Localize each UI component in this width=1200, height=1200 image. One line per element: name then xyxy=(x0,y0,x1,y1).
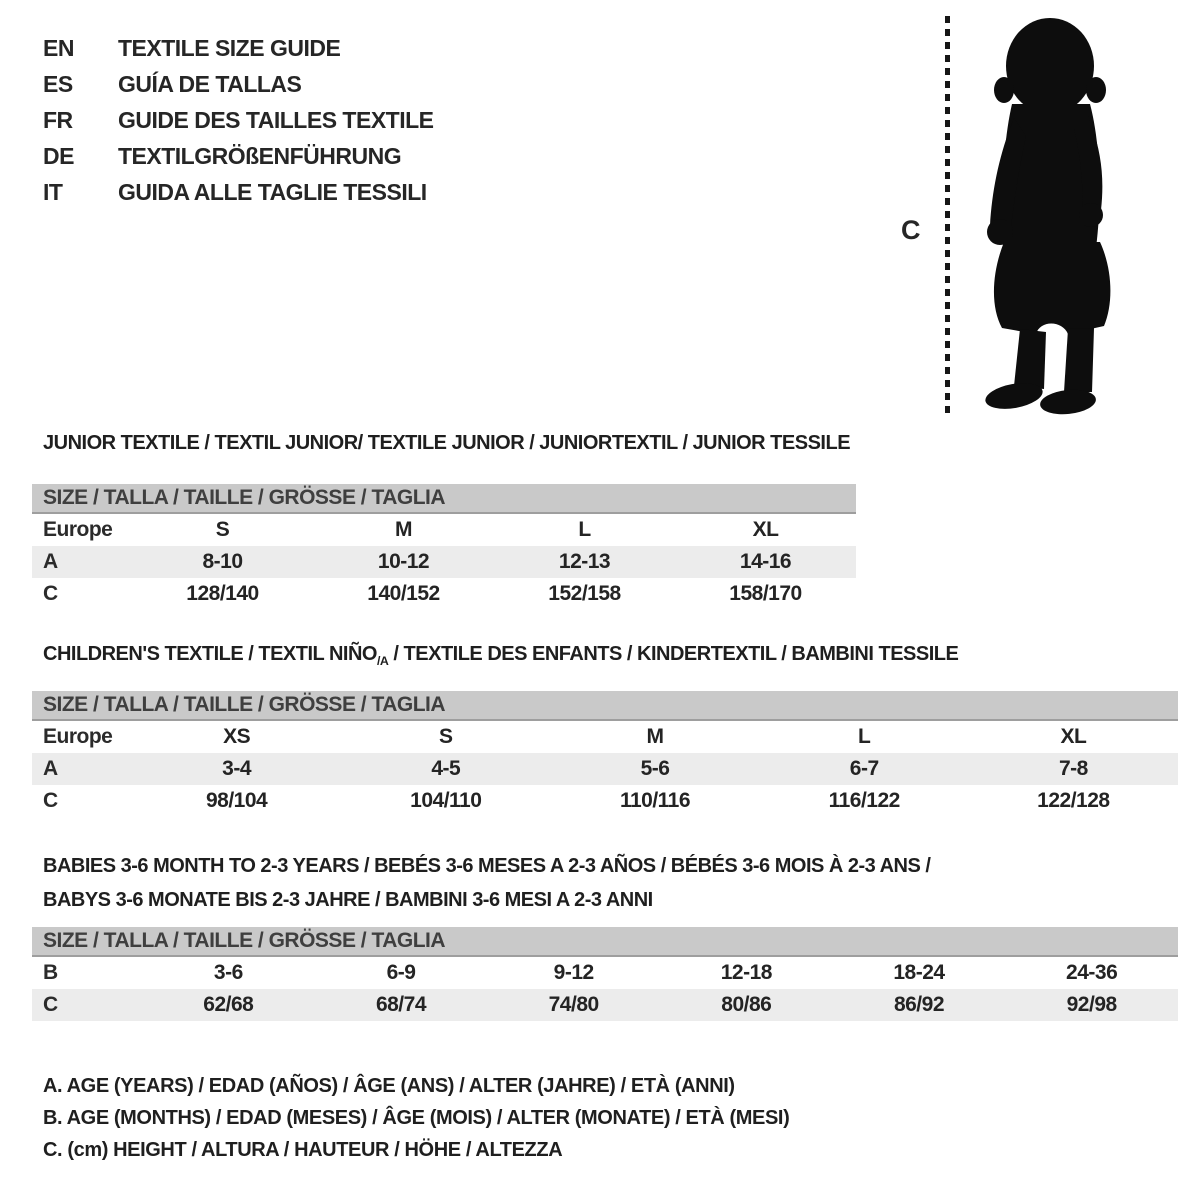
children-title-subscript: /A xyxy=(376,654,389,668)
language-code: DE xyxy=(43,142,74,169)
junior-size-table xyxy=(32,484,856,610)
value-cell: 6-7 xyxy=(849,757,879,780)
language-row-fr xyxy=(43,102,434,138)
language-title: TEXTILE SIZE GUIDE xyxy=(118,34,341,61)
language-header xyxy=(43,30,434,210)
value-cell: 7-8 xyxy=(1058,757,1088,780)
language-code: IT xyxy=(43,178,63,205)
size-cell: XL xyxy=(752,518,779,541)
language-code: FR xyxy=(43,106,73,133)
height-row xyxy=(32,578,856,610)
row-label: A xyxy=(43,757,58,780)
value-cell: 3-4 xyxy=(222,757,252,780)
size-cell: XL xyxy=(1060,725,1087,748)
value-cell: 6-9 xyxy=(386,961,416,984)
row-label: B xyxy=(43,961,58,984)
value-cell: 152/158 xyxy=(548,582,621,605)
value-cell: 10-12 xyxy=(377,550,430,573)
size-cell: S xyxy=(439,725,453,748)
value-cell: 68/74 xyxy=(375,993,427,1016)
table-header-bar: SIZE / TALLA / TAILLE / GRÖSSE / TAGLIA xyxy=(32,484,856,514)
legend-note-c: C. (cm) HEIGHT / ALTURA / HAUTEUR / HÖHE / ALTEZZA xyxy=(43,1139,563,1161)
language-row-de xyxy=(43,138,434,174)
value-cell: 8-10 xyxy=(202,550,243,573)
babies-section-title xyxy=(43,849,930,917)
children-section-title xyxy=(43,643,958,668)
table-header-bar: SIZE / TALLA / TAILLE / GRÖSSE / TAGLIA xyxy=(32,927,1178,957)
row-label: C xyxy=(43,789,58,812)
value-cell: 12-13 xyxy=(558,550,611,573)
value-cell: 62/68 xyxy=(203,993,254,1016)
size-row xyxy=(32,721,1178,753)
value-cell: 140/152 xyxy=(367,582,440,605)
children-title-pre: CHILDREN'S TEXTILE / TEXTIL NIÑO xyxy=(43,643,377,665)
value-cell: 104/110 xyxy=(410,789,482,812)
value-cell: 86/92 xyxy=(893,993,945,1016)
value-cell: 116/122 xyxy=(828,789,900,812)
toddler-silhouette-image xyxy=(962,14,1142,419)
legend-note-a: A. AGE (YEARS) / EDAD (AÑOS) / ÂGE (ANS) / ALTER (JAHRE) / ETÀ (ANNI) xyxy=(43,1075,735,1097)
months-row xyxy=(32,957,1178,989)
age-row xyxy=(32,546,856,578)
language-row-en xyxy=(43,30,434,66)
children-title-post: / TEXTILE DES ENFANTS / KINDERTEXTIL / BAMBINI TESSILE xyxy=(388,643,959,665)
size-cell: L xyxy=(858,725,871,748)
value-cell: 122/128 xyxy=(1037,789,1110,812)
table-rows xyxy=(32,514,856,610)
height-row xyxy=(32,989,1178,1021)
size-cell: M xyxy=(646,725,664,748)
age-row xyxy=(32,753,1178,785)
language-code: EN xyxy=(43,34,74,61)
size-cell: M xyxy=(395,518,412,541)
size-row xyxy=(32,514,856,546)
size-cell: S xyxy=(215,518,230,541)
row-label: A xyxy=(43,550,58,573)
language-title: GUIDA ALLE TAGLIE TESSILI xyxy=(118,178,427,205)
language-title: TEXTILGRÖßENFÜHRUNG xyxy=(118,142,402,169)
row-label: Europe xyxy=(43,725,113,748)
babies-title-line-1: BABIES 3-6 MONTH TO 2-3 YEARS / BEBÉS 3-6 MESES A 2-3 AÑOS / BÉBÉS 3-6 MOIS À 2-3 ANS / xyxy=(43,855,931,877)
language-title: GUÍA DE TALLAS xyxy=(118,70,302,97)
legend-note-b: B. AGE (MONTHS) / EDAD (MESES) / ÂGE (MOIS) / ALTER (MONATE) / ETÀ (MESI) xyxy=(43,1107,790,1129)
value-cell: 158/170 xyxy=(729,582,802,605)
value-cell: 12-18 xyxy=(720,961,772,984)
height-row xyxy=(32,785,1178,817)
language-title: GUIDE DES TAILLES TEXTILE xyxy=(118,106,434,133)
row-label: C xyxy=(43,993,58,1016)
value-cell: 128/140 xyxy=(186,582,259,605)
height-measure-dashed-line xyxy=(945,16,950,416)
value-cell: 110/116 xyxy=(619,789,691,812)
value-cell: 18-24 xyxy=(893,961,945,984)
value-cell: 24-36 xyxy=(1066,961,1118,984)
row-label: Europe xyxy=(43,518,113,541)
value-cell: 5-6 xyxy=(640,757,670,780)
value-cell: 92/98 xyxy=(1066,993,1117,1016)
babies-size-table xyxy=(32,927,1178,1021)
junior-section-title: JUNIOR TEXTILE / TEXTIL JUNIOR/ TEXTILE JUNIOR / JUNIORTEXTIL / JUNIOR TESSILE xyxy=(43,432,851,454)
table-header-bar: SIZE / TALLA / TAILLE / GRÖSSE / TAGLIA xyxy=(32,691,1178,721)
value-cell: 4-5 xyxy=(431,757,461,780)
table-rows xyxy=(32,721,1178,817)
size-cell: XS xyxy=(223,725,251,748)
language-code: ES xyxy=(43,70,73,97)
value-cell: 3-6 xyxy=(213,961,243,984)
row-label: C xyxy=(43,582,58,605)
value-cell: 14-16 xyxy=(739,550,792,573)
language-row-it xyxy=(43,174,434,210)
value-cell: 80/86 xyxy=(721,993,772,1016)
size-cell: L xyxy=(578,518,591,541)
legend xyxy=(43,1070,789,1166)
height-measure-label: C xyxy=(901,215,920,245)
table-rows xyxy=(32,957,1178,1021)
language-row-es xyxy=(43,66,434,102)
value-cell: 9-12 xyxy=(553,961,594,984)
value-cell: 98/104 xyxy=(205,789,268,812)
babies-title-line-2: BABYS 3-6 MONATE BIS 2-3 JAHRE / BAMBINI 3-6 MESI A 2-3 ANNI xyxy=(43,889,653,911)
children-size-table xyxy=(32,691,1178,817)
value-cell: 74/80 xyxy=(548,993,599,1016)
